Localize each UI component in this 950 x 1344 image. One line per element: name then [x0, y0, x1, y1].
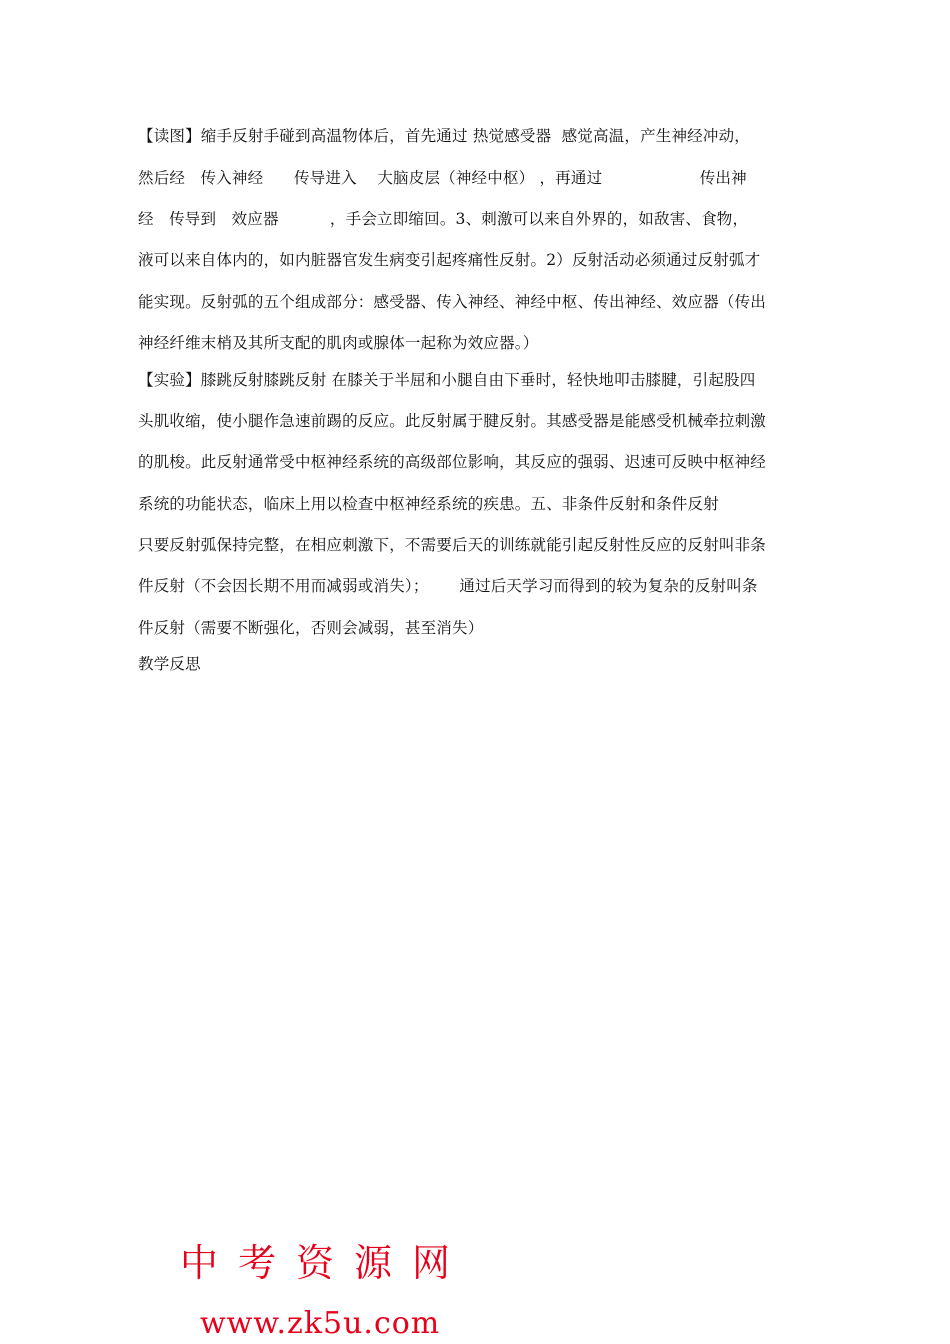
text-line: 【实验】膝跳反射膝跳反射 在膝关于半屈和小腿自由下垂时，轻快地叩击膝腱，引起股四	[138, 371, 756, 389]
section-heading: 教学反思	[138, 655, 201, 673]
text-line: 【读图】缩手反射手碰到高温物体后，首先通过 热觉感受器 感觉高温，产生神经冲动，	[138, 127, 750, 145]
text-line: 的肌梭。此反射通常受中枢神经系统的高级部位影响，其反应的强弱、迟速可反映中枢神经	[138, 453, 767, 471]
text-line: 神经纤维末梢及其所支配的肌肉或腺体一起称为效应器。）	[138, 334, 539, 352]
footer-url-link[interactable]: www.zk5u.com	[200, 1306, 441, 1341]
footer-site-name: 中考资源网	[180, 1241, 471, 1285]
text-line: 液可以来自体内的，如内脏器官发生病变引起疼痛性反射。2）反射活动必须通过反射弧才	[138, 251, 761, 269]
text-line: 只要反射弧保持完整，在相应刺激下，不需要后天的训练就能引起反射性反应的反射叫非条	[138, 536, 767, 554]
text-line: 件反射（不会因长期不用而减弱或消失）； 通过后天学习而得到的较为复杂的反射叫条	[138, 577, 758, 595]
text-line: 头肌收缩，使小腿作急速前踢的反应。此反射属于腱反射。其感受器是能感受机械牵拉刺激	[138, 412, 767, 430]
text-line: 然后经 传入神经 传导进入 大脑皮层（神经中枢） ，再通过 传出神	[138, 169, 747, 187]
text-line: 经 传导到 效应器 ，手会立即缩回。3、刺激可以来自外界的，如敌害、食物，	[138, 210, 749, 228]
text-line: 能实现。反射弧的五个组成部分：感受器、传入神经、神经中枢、传出神经、效应器（传出	[138, 293, 767, 311]
text-line: 件反射（需要不断强化，否则会减弱，甚至消失）	[138, 619, 484, 637]
text-line: 系统的功能状态，临床上用以检查中枢神经系统的疾患。五、非条件反射和条件反射	[138, 495, 719, 513]
